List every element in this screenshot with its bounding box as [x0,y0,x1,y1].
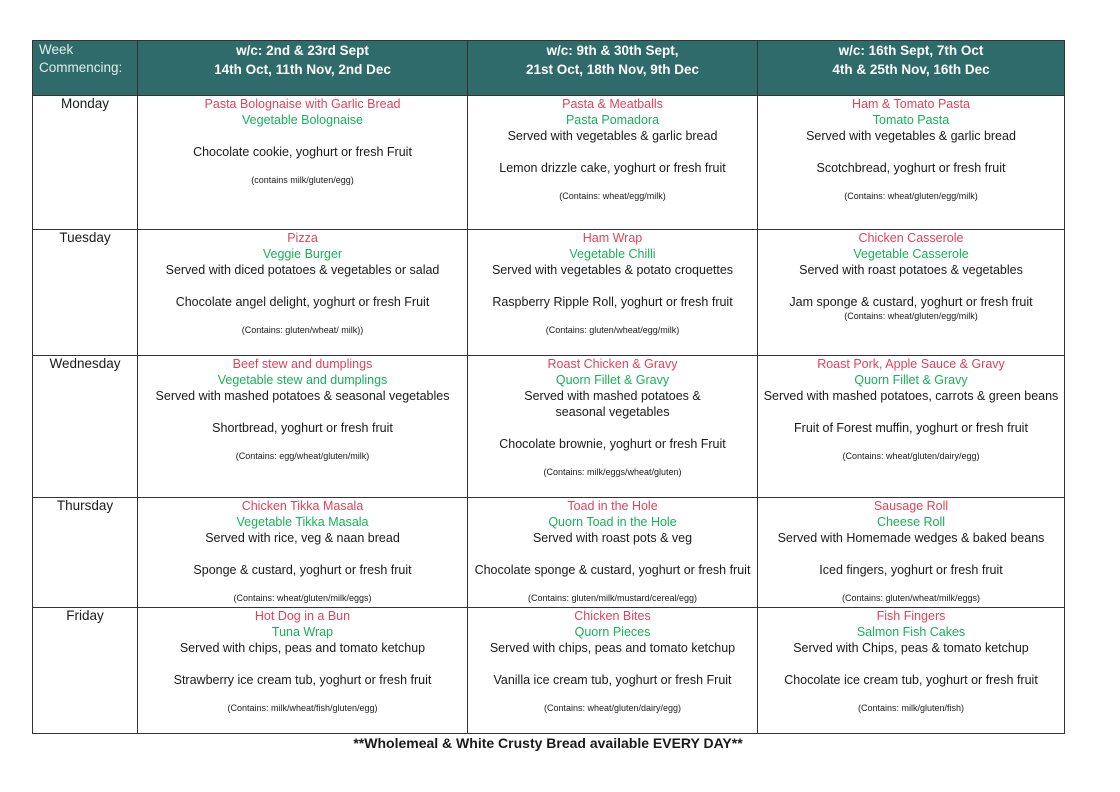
meat-option: Pasta Bolognaise with Garlic Bread [204,97,401,111]
allergen-info: (Contains: milk/gluten/fish) [857,703,965,713]
day-row-monday [33,96,1065,230]
week-3-header [758,41,1065,96]
dessert-text: Chocolate cookie, yoghurt or fresh Fruit [193,145,412,159]
meat-option: Roast Pork, Apple Sauce & Gravy [817,357,1005,371]
week-2-header [468,41,758,96]
week-2-dates-line1: w/c: 9th & 30th Sept, [546,43,679,58]
dessert-text: Strawberry ice cream tub, yoghurt or fresh fruit [173,673,432,687]
dessert-text: Chocolate sponge & custard, yoghurt or fresh fruit [474,563,751,577]
allergen-info: (Contains: wheat/gluten/egg/milk) [844,311,978,321]
menu-cell [468,498,758,608]
meat-option: Sausage Roll [873,499,949,513]
vegetarian-option: Salmon Fish Cakes [856,625,966,639]
served-with-text: Served with chips, peas and tomato ketchup [179,641,426,655]
vegetarian-option: Pasta Pomadora [565,113,660,127]
day-label: Monday [33,96,138,230]
allergen-info: (Contains: milk/wheat/fish/gluten/egg) [227,703,378,713]
label-line2: Commencing: [39,60,123,75]
vegetarian-option: Veggie Burger [262,247,343,261]
meat-option: Hot Dog in a Bun [254,609,351,623]
allergen-info: (contains milk/gluten/egg) [251,175,354,185]
allergen-info: (Contains: gluten/wheat/ milk)) [241,325,364,335]
meat-option: Pasta & Meatballs [562,97,663,111]
menu-cell [758,230,1065,356]
menu-cell [468,230,758,356]
allergen-info: (Contains: wheat/gluten/milk/eggs) [233,593,372,603]
week-commencing-label [33,41,138,96]
meat-option: Fish Fingers [876,609,946,623]
day-label: Tuesday [33,230,138,356]
served-with-text: Served with roast potatoes & vegetables [799,263,1023,277]
menu-cell [758,356,1065,498]
day-row-friday [33,608,1065,734]
vegetarian-option: Cheese Roll [876,515,946,529]
dessert-text: Chocolate brownie, yoghurt or fresh Fruit [499,437,726,451]
week-2-dates-line2: 21st Oct, 18th Nov, 9th Dec [525,62,700,77]
allergen-info: (Contains: milk/eggs/wheat/gluten) [543,467,682,477]
vegetarian-option: Tuna Wrap [271,625,334,639]
vegetarian-option: Quorn Fillet & Gravy [555,373,670,387]
header-row [33,41,1065,96]
served-with-text: Served with Homemade wedges & baked beans [777,531,1045,545]
week-1-header [138,41,468,96]
meat-option: Ham & Tomato Pasta [852,97,970,111]
menu-cell [758,96,1065,230]
allergen-info: (Contains: egg/wheat/gluten/milk) [235,451,370,461]
dessert-text: Lemon drizzle cake, yoghurt or fresh fruit [499,161,726,175]
meat-option: Chicken Casserole [858,231,964,245]
menu-cell [138,230,468,356]
menu-cell [468,356,758,498]
menu-cell [758,608,1065,734]
served-with-text: Served with chips, peas and tomato ketchup [489,641,736,655]
vegetarian-option: Quorn Pieces [574,625,651,639]
menu-table [32,40,1065,734]
day-label: Thursday [33,498,138,608]
allergen-info: (Contains: wheat/egg/milk) [559,191,666,201]
dessert-text: Raspberry Ripple Roll, yoghurt or fresh fruit [492,295,733,309]
meat-option: Chicken Bites [574,609,651,623]
dessert-text: Jam sponge & custard, yoghurt or fresh fruit [789,295,1033,309]
allergen-info: (Contains: gluten/milk/mustard/cereal/egg) [527,593,698,603]
meat-option: Chicken Tikka Masala [241,499,364,513]
dessert-text: Shortbread, yoghurt or fresh fruit [212,421,393,435]
day-label: Friday [33,608,138,734]
served-with-text: Served with vegetables & potato croquettes [491,263,734,277]
vegetarian-option: Vegetable Tikka Masala [236,515,369,529]
dessert-text: Scotchbread, yoghurt or fresh fruit [816,161,1006,175]
dessert-text: Iced fingers, yoghurt or fresh fruit [819,563,1003,577]
meat-option: Pizza [287,231,318,245]
allergen-info: (Contains: gluten/wheat/egg/milk) [545,325,680,335]
meat-option: Ham Wrap [582,231,643,245]
week-1-dates-line1: w/c: 2nd & 23rd Sept [236,43,369,58]
allergen-info: (Contains: wheat/gluten/dairy/egg) [543,703,682,713]
menu-cell [468,96,758,230]
meat-option: Beef stew and dumplings [232,357,373,371]
served-with-text: Served with mashed potatoes & seasonal vegetables [524,389,701,419]
served-with-text: Served with vegetables & garlic bread [806,129,1016,143]
menu-cell [138,498,468,608]
served-with-text: Served with mashed potatoes & seasonal vegetables [155,389,450,403]
served-with-text: Served with mashed potatoes, carrots & green beans [763,389,1059,403]
day-label: Wednesday [33,356,138,498]
week-3-dates-line1: w/c: 16th Sept, 7th Oct [838,43,984,58]
bread-availability-note: **Wholemeal & White Crusty Bread available EVERY DAY** [353,735,743,751]
served-with-text: Served with rice, veg & naan bread [205,531,400,545]
day-row-tuesday [33,230,1065,356]
menu-cell [138,96,468,230]
vegetarian-option: Vegetable Bolognaise [242,113,363,127]
vegetarian-option: Tomato Pasta [872,113,950,127]
meat-option: Roast Chicken & Gravy [547,357,678,371]
vegetarian-option: Vegetable Chilli [569,247,656,261]
vegetarian-option: Vegetable stew and dumplings [217,373,388,387]
dessert-text: Chocolate angel delight, yoghurt or fresh Fruit [175,295,430,309]
served-with-text: Served with roast pots & veg [532,531,693,545]
allergen-info: (Contains: wheat/gluten/egg/milk) [844,191,978,201]
menu-cell [758,498,1065,608]
dessert-text: Fruit of Forest muffin, yoghurt or fresh fruit [794,421,1028,435]
day-row-wednesday [33,356,1065,498]
served-with-text: Served with Chips, peas & tomato ketchup [793,641,1029,655]
served-with-text: Served with vegetables & garlic bread [507,129,718,143]
dessert-text: Vanilla ice cream tub, yoghurt or fresh Fruit [493,673,732,687]
vegetarian-option: Quorn Fillet & Gravy [854,373,968,387]
allergen-info: (Contains: wheat/gluten/dairy/egg) [842,451,980,461]
dessert-text: Chocolate ice cream tub, yoghurt or fresh fruit [784,673,1038,687]
label-line1: Week [39,42,74,57]
served-with-text: Served with diced potatoes & vegetables or salad [165,263,440,277]
menu-cell [468,608,758,734]
meat-option: Toad in the Hole [567,499,658,513]
vegetarian-option: Quorn Toad in the Hole [548,515,677,529]
week-3-dates-line2: 4th & 25th Nov, 16th Dec [832,62,990,77]
week-1-dates-line2: 14th Oct, 11th Nov, 2nd Dec [214,62,391,77]
allergen-info: (Contains: gluten/wheat/milk/eggs) [841,593,981,603]
day-row-thursday [33,498,1065,608]
dessert-text: Sponge & custard, yoghurt or fresh fruit [193,563,412,577]
vegetarian-option: Vegetable Casserole [853,247,969,261]
menu-cell [138,608,468,734]
menu-cell [138,356,468,498]
